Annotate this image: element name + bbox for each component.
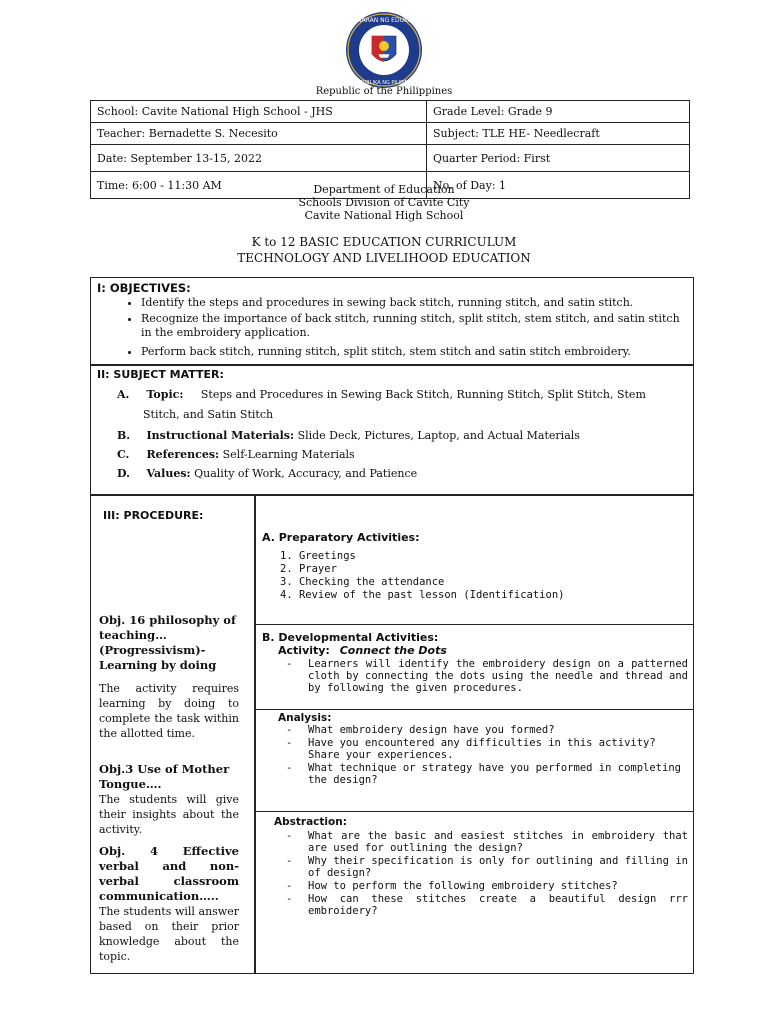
values-row: [117, 467, 417, 480]
section-divider: [255, 709, 694, 710]
teacher-cell: Teacher: Bernadette S. Necesito: [91, 123, 427, 145]
abstraction-item: - How can these stitches create a beautiful design rrr embroidery?: [256, 893, 688, 917]
note-title: Obj. 4 Effective verbal and non-verbal classroom communication…..: [99, 844, 239, 903]
objectives-list: [91, 296, 693, 359]
activity-name: Connect the Dots: [339, 644, 447, 657]
row-label: Topic:: [146, 388, 184, 401]
analysis-heading: Analysis:: [278, 712, 332, 724]
day-cell: No. of Day: 1: [427, 172, 690, 199]
analysis-list: [256, 724, 688, 787]
section-divider: [255, 811, 694, 812]
curriculum-line: K to 12 BASIC EDUCATION CURRICULUM: [251, 235, 517, 249]
note-obj16: [99, 613, 239, 741]
objective-item: • Recognize the importance of back stitch, running stitch, split stitch, stem stitch, and satin stitch in the embroidery application.: [141, 312, 693, 340]
objective-item: • Perform back stitch, running stitch, split stitch, stem stitch and satin stitch embroidery.: [141, 345, 693, 359]
date-cell: Date: September 13-15, 2022: [91, 145, 427, 172]
developmental-item: - Learners will identify the embroidery design on a patterned cloth by connecting the dots using the needle and thread and by following the given procedures.: [256, 658, 688, 694]
analysis-item: - What embroidery design have you formed?: [256, 724, 688, 736]
grade-level-cell: Grade Level: Grade 9: [427, 101, 690, 123]
row-value: Quality of Work, Accuracy, and Patience: [194, 467, 418, 480]
subject-matter-heading: II: SUBJECT MATTER:: [97, 368, 224, 381]
note-obj3: [99, 762, 239, 837]
activity-label: Activity:: [278, 644, 330, 657]
analysis-item: - What technique or strategy have you performed in completing the design?: [256, 762, 688, 786]
row-label: Values:: [146, 467, 191, 480]
objectives-heading: I: OBJECTIVES:: [97, 281, 191, 295]
references-row: [117, 448, 355, 461]
curriculum-title: [0, 234, 768, 266]
topic-continued: Stitch, and Satin Stitch: [143, 408, 274, 421]
note-title: Obj. 16 philosophy of teaching… (Progressivism)- Learning by doing: [99, 613, 236, 672]
abstraction-item: - How to perform the following embroidery stitches?: [256, 880, 688, 892]
abstraction-heading: Abstraction:: [274, 816, 347, 828]
subject-cell: Subject: TLE HE- Needlecraft: [427, 123, 690, 145]
objective-item: • Identify the steps and procedures in sewing back stitch, running stitch, and satin stitch.: [141, 296, 693, 310]
note-title: Obj.3 Use of Mother Tongue….: [99, 762, 230, 791]
time-cell: Time: 6:00 - 11:30 AM: [91, 172, 427, 199]
preparatory-list: [280, 550, 564, 602]
note-body: The students will give their insights about the activity.: [99, 793, 239, 836]
row-letter: B.: [117, 429, 131, 442]
row-label: References:: [146, 448, 220, 461]
procedure-activities-column: [255, 495, 694, 974]
school-cell: School: Cavite National High School - JHS: [91, 101, 427, 123]
developmental-heading: B. Developmental Activities:: [262, 631, 439, 644]
row-value: Steps and Procedures in Sewing Back Stitch, Running Stitch, Split Stitch, Stem: [200, 388, 646, 401]
preparatory-item: 2. Prayer: [280, 563, 337, 575]
abstraction-list: [256, 830, 688, 918]
subject-matter-section: [90, 365, 694, 495]
preparatory-heading: A. Preparatory Activities:: [262, 531, 420, 544]
row-letter: C.: [117, 448, 130, 461]
republic-label: Republic of the Philippines: [315, 86, 453, 97]
analysis-item: - Have you encountered any difficulties in this activity? Share your experiences.: [256, 737, 688, 761]
topic-row: [117, 388, 646, 401]
row-letter: A.: [117, 388, 130, 401]
department-block: [0, 183, 768, 222]
abstraction-item: - Why their specification is only for outlining and filling in of design?: [256, 855, 688, 879]
deped-seal-logo: [332, 10, 436, 90]
tle-line: TECHNOLOGY AND LIVELIHOOD EDUCATION: [237, 251, 531, 265]
row-label: Instructional Materials:: [146, 429, 295, 442]
preparatory-item: 4. Review of the past lesson (Identification): [280, 589, 565, 601]
procedure-notes-column: [90, 495, 255, 974]
note-body: The students will answer based on their prior knowledge about the topic.: [99, 905, 239, 963]
activity-line: [278, 644, 447, 657]
objectives-section: [90, 277, 694, 365]
abstraction-item: - What are the basic and easiest stitches in embroidery that are used for outlining the design?: [256, 830, 688, 854]
department-line: Department of Education: [313, 183, 455, 196]
row-value: Slide Deck, Pictures, Laptop, and Actual Materials: [297, 429, 580, 442]
materials-row: [117, 429, 580, 442]
row-value: Self-Learning Materials: [222, 448, 355, 461]
preparatory-item: 3. Checking the attendance: [280, 576, 445, 588]
preparatory-item: 1. Greetings: [280, 550, 356, 562]
school-line: Cavite National High School: [304, 209, 464, 222]
procedure-heading: III: PROCEDURE:: [103, 509, 204, 522]
quarter-cell: Quarter Period: First: [427, 145, 690, 172]
svg-text:REPUBLIKA NG PILIPINAS: REPUBLIKA NG PILIPINAS: [353, 80, 415, 86]
note-body: The activity requires learning by doing to complete the task within the allotted time.: [99, 682, 239, 740]
developmental-list: [256, 658, 688, 695]
note-obj4: [99, 844, 239, 964]
section-divider: [255, 624, 694, 625]
division-line: Schools Division of Cavite City: [298, 196, 470, 209]
row-letter: D.: [117, 467, 130, 480]
svg-text:KAGAWARAN NG EDUKASYON: KAGAWARAN NG EDUKASYON: [339, 17, 429, 24]
